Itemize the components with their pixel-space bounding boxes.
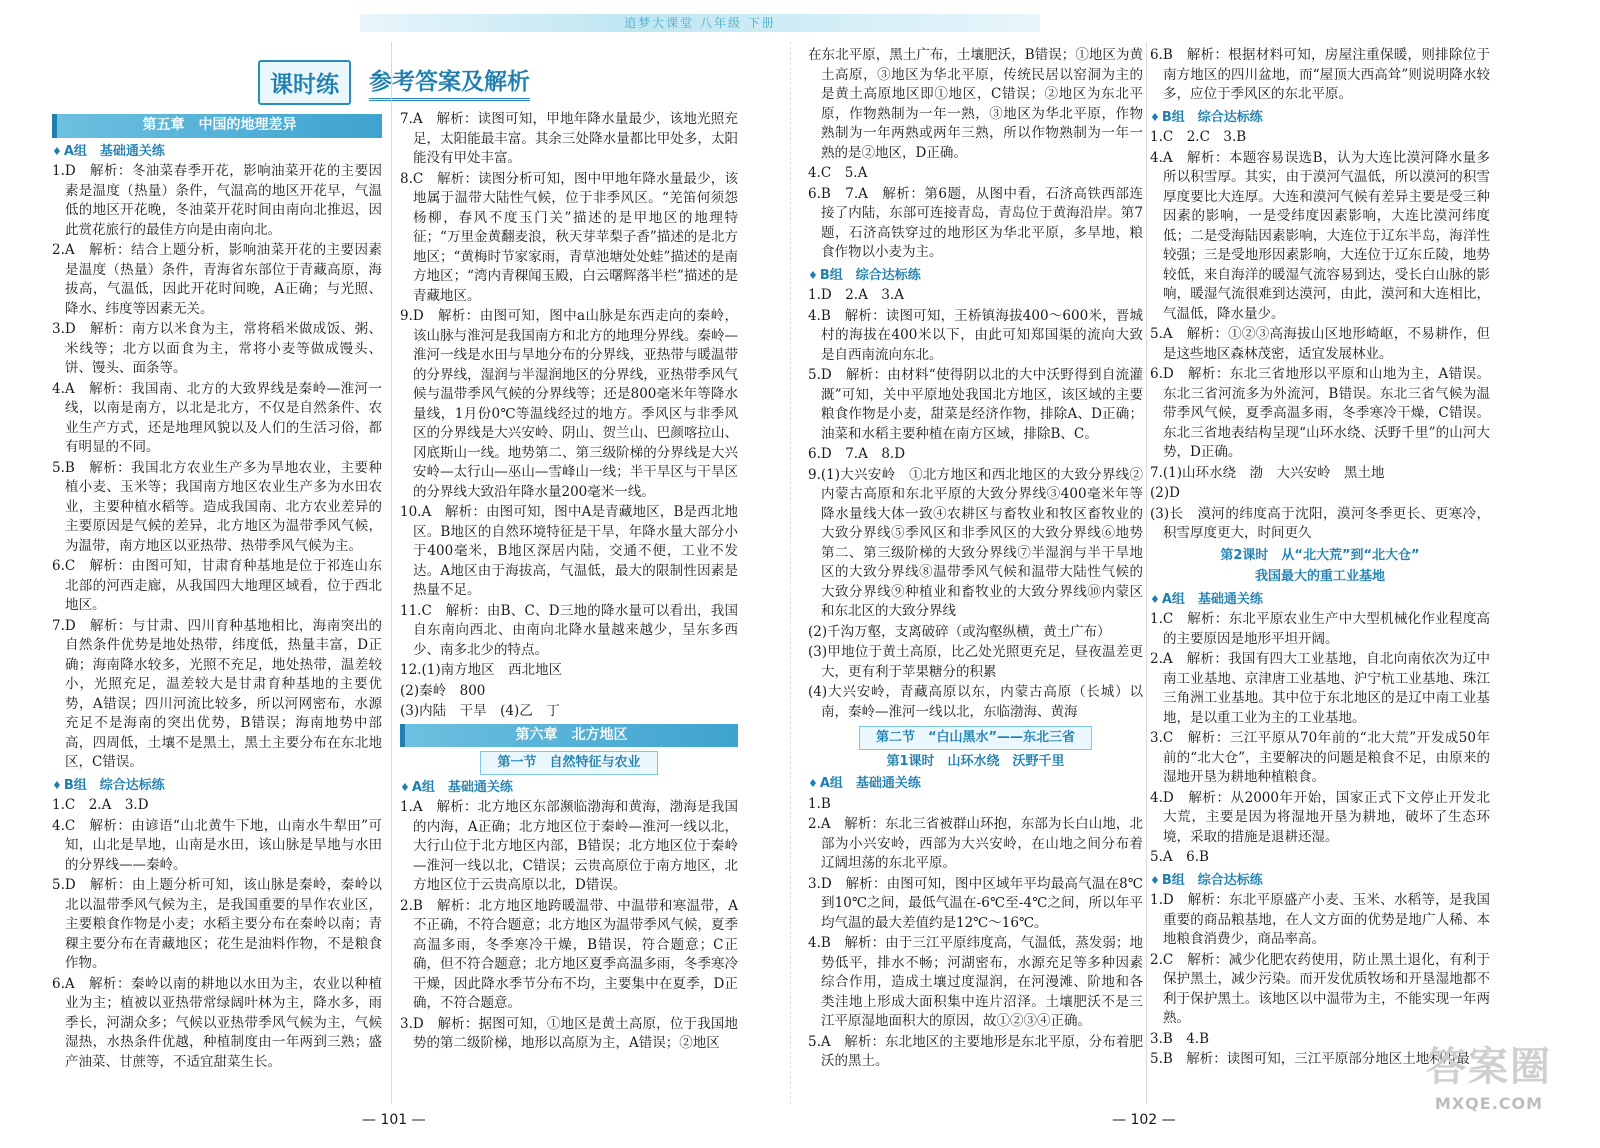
answer-item: 1.B xyxy=(808,795,831,812)
lesson-heading: 我国最大的重工业基地 xyxy=(1254,569,1385,584)
chapter-heading: 第六章 北方地区 xyxy=(400,724,738,748)
answer-item: 2.A 解析：东北三省被群山环抱，东部为长白山地，北部为小兴安岭，西部为大兴安岭，在山地之间分布着辽阔坦荡的东北平原。 xyxy=(808,816,1143,871)
answer-item: 10.A 解析：由图可知，图中A是青藏地区，B是西北地区。B地区的自然环境特征是干旱，年降水量大部分小于400毫米，B地区深居内陆，交通不便，工业不发达。A地区由于海拔高，气温低，最大的限制性因素是热量不足。 xyxy=(400,504,738,598)
exercise-group-heading: ♦ B组 综合达标练 xyxy=(1150,108,1490,128)
section-heading-label: 第二节 “白山黑水”——东北三省 xyxy=(859,726,1092,750)
answer-item: (2)秦岭 800 xyxy=(400,682,486,699)
answer-item: 3.C 解析：三江平原从70年前的“北大荒”开发成50年前的“北大仓”，主要解决的问题是粮食不足，由原来的湿地开垦为耕地种植粮食。 xyxy=(1150,730,1490,785)
column-divider xyxy=(1146,42,1147,1104)
answer-item: 1.D 2.A 3.A xyxy=(808,287,904,303)
answer-item: 7.D 解析：与甘肃、四川育种基地相比，海南突出的自然条件优势是地处热带，纬度低，热量丰富，D正确；海南降水较多，光照不充足，地处热带，温差较小，光照充足，温差较大是甘肃育种基地的主要优势，A错误；四川河流比较多，所以河网密布，水源充足不是海南的突出优势，B错误；海南地势中部高，四周低，土壤不是黑土，黑土主要分布在东北地区，C错误。 xyxy=(52,617,382,770)
answer-item: 6.D 解析：东北三省地形以平原和山地为主，A错误。东北三省河流多为外流河，B错误。东北三省气候为温带季风气候，夏季高温多雨，冬季寒冷干燥，C错误。东北三省地表结构呈现“山环水绕、沃野千里”的山河大势，D正确。 xyxy=(1150,366,1490,460)
answer-item: 3.B 4.B xyxy=(1150,1030,1210,1047)
answer-item: 4.A 解析：本题容易误选B，认为大连比漠河降水量多所以积雪厚。其实，由于漠河气温低，所以漠河的积雪厚度要比大连厚。大连和漠河气候有差异主要是受三种因素的影响，一是受纬度因素影响，大连比漠河纬度低；二是受海陆因素影响，大连位于辽东半岛，海洋性较强；三是受地形因素影响，大连位于辽东丘陵，地势较低，来自海洋的暖湿气流容易到达，受长白山脉的影响，暖湿气流很难到达漠河，由此，漠河和大连相比，气温低，降水量少。 xyxy=(1150,149,1490,322)
section-heading xyxy=(808,726,1143,750)
answer-item: 4.D 解析：从2000年开始，国家正式下文停止开发北大荒，主要是因为将湿地开垦为耕地，破坏了生态环境，采取的措施是退耕还湿。 xyxy=(1150,789,1490,845)
answer-item: 6.B 解析：根据材料可知，房屋注重保暖，则排除位于南方地区的四川盆地，而“屋顶大西高耸”则说明降水较多，应位于季风区的东北平原。 xyxy=(1150,47,1490,102)
exercise-group-heading: ♦ A组 基础通关练 xyxy=(52,142,382,162)
page-number-left: — 101 — xyxy=(362,1112,426,1128)
exercise-group-heading: ♦ B组 综合达标练 xyxy=(52,776,382,796)
answer-item: 2.A 解析：结合上题分析，影响油菜开花的主要因素是温度（热量）条件，青海省东部位于青藏高原，海拔高，气温低，因此开花时间晚，A正确；与光照、降水、纬度等因素无关。 xyxy=(52,242,382,317)
answer-item: 6.A 解析：秦岭以南的耕地以水田为主，农业以种植业为主；植被以亚热带常绿阔叶林为主，降水多，雨季长，河湖众多；气候以亚热带季风气候为主，气候湿热，水热条件优越，种植制度由一年两到三熟；盛产油菜、甘蔗等，不适宜甜菜生长。 xyxy=(52,975,382,1070)
answer-item: 1.A 解析：北方地区东部濒临渤海和黄海，渤海是我国的内海，A正确；北方地区位于秦岭—淮河一线以北，大行山位于北方地区内部，B错误；北方地区位于秦岭—淮河一线以北，C错误；云贵高原位于南方地区，北方地区位于云贵高原以北，D错误。 xyxy=(400,799,738,893)
chapter-heading: 第五章 中国的地理差异 xyxy=(52,114,382,138)
column-3 xyxy=(808,46,1143,1073)
watermark-logo xyxy=(1414,1040,1564,1130)
watermark-text: 答案圈 xyxy=(1426,1044,1552,1090)
answer-item: (2)千沟万壑，支离破碎（或沟壑纵横，黄土广布） xyxy=(808,623,1111,640)
answer-item: 6.B 7.A 解析：第6题，从图中看，石济高铁西部连接了内陆，东部可连接青岛，青岛位于黄海沿岸。第7题，石济高铁穿过的地形区为华北平原，多旱地，粮食作物以小麦为主。 xyxy=(808,185,1143,260)
exercise-group-heading: ♦ B组 综合达标练 xyxy=(808,266,1143,286)
section-heading-label: 第一节 自然特征与农业 xyxy=(480,751,657,775)
answer-item: 9.D 解析：由图可知，图中a山脉是东西走向的秦岭，该山脉与淮河是我国南方和北方的地理分界线。秦岭—淮河一线是水田与旱地分布的分界线，亚热带与暖温带的分界线，湿润与半湿润地区的分界线，亚热带季风气候与温带季风气候的分界线等；还是800毫米年等降水量线，1月份0℃等温线经过的地方。季风区与非季风区的分界线是大兴安岭、阴山、贺兰山、巴颜喀拉山、冈底斯山一线。地势第二、第三级阶梯的分界线是大兴安岭—太行山—巫山—雪峰山一线；半干旱区与干旱区的分界线大致沿年降水量200毫米一线。 xyxy=(400,308,738,500)
answer-item: 5.A 解析：①②③高海拔山区地形崎岖，不易耕作，但是这些地区森林茂密，适宜发展林业。 xyxy=(1150,326,1490,362)
lesson-heading: 第2课时 从“北大荒”到“北大仓” xyxy=(1220,547,1420,563)
answer-item: 4.C 解析：由谚语“山北黄牛下地，山南水牛犁田”可知，山北是旱地，山南是水田，该山脉是旱地与水田的分界线——秦岭。 xyxy=(52,817,382,873)
watermark-url: MXQE.COM xyxy=(1434,1094,1544,1113)
answer-item: 4.B 解析：由于三江平原纬度高，气温低，蒸发弱；地势低平，排水不畅；河湖密布，水源充足等多种因素综合作用，造成土壤过度湿润，在河漫滩、阶地和各类洼地上形成大面积集中连片沼泽。土壤肥沃不是三江平原湿地面积大的原因，故①②③④正确。 xyxy=(808,935,1143,1029)
answer-item: 5.D 解析：由材料“使得阴以北的大中沃野得到自流灌溉”可知，关中平原地处我国北方地区，该区域的主要粮食作物是小麦，甜菜是经济作物，排除A、D正确；油菜和水稻主要种植在南方区域，排除B、C。 xyxy=(808,367,1143,442)
page-gutter xyxy=(790,42,791,1104)
answer-item: 6.D 7.A 8.D xyxy=(808,446,906,462)
answer-item: 7.A 解析：读图可知，甲地年降水量最少，该地光照充足，太阳能最丰富。其余三处降水量都比甲处多，太阳能没有甲处丰富。 xyxy=(400,111,738,166)
page-header xyxy=(258,60,530,104)
exercise-group-heading: ♦ B组 综合达标练 xyxy=(1150,871,1490,891)
answer-item: 1.C 解析：东北平原农业生产中大型机械化作业程度高的主要原因是地形平坦开阔。 xyxy=(1150,611,1490,647)
header-badge: 课时练 xyxy=(258,60,351,105)
answer-item: 2.B 解析：北方地区地跨暖温带、中温带和寒温带，A不正确，不符合题意；北方地区为温带季风气候，夏季高温多雨，冬季寒冷干燥，B错误，符合题意；C正确，但不符合题意；北方地区夏季高温多雨，冬季寒冷干燥，因此降水季节分布不均，主要集中在夏季，D正确，不符合题意。 xyxy=(400,897,738,1011)
answer-item: 5.B 解析：读图可知，三江平原部分地区土地利用最 xyxy=(1150,1051,1470,1067)
answer-item: 3.D 解析：南方以米食为主，常将稻米做成饭、粥、米线等；北方以面食为主，常将小麦等做成馒头、饼、馒头、面条等。 xyxy=(52,321,382,376)
answer-item: 4.A 解析：我国南、北方的大致界线是秦岭—淮河一线，以南是南方，以北是北方，不仅是自然条件、农业生产方式，还是地理风貌以及人们的生活习俗，都有明显的不同。 xyxy=(52,380,382,455)
answer-item: 2.A 解析：我国有四大工业基地，自北向南依次为辽中南工业基地、京津唐工业基地、沪宁杭工业基地、珠江三角洲工业基地。其中位于东北地区的是辽中南工业基地，是以重工业为主的工业基地。 xyxy=(1150,651,1490,726)
column-divider xyxy=(391,42,392,1104)
exercise-group-heading: ♦ A组 基础通关练 xyxy=(400,778,738,798)
running-header-strip: 追梦大课堂 八年级 下册 xyxy=(360,14,1040,32)
column-1 xyxy=(52,112,382,1073)
answer-item: (2)D xyxy=(1150,485,1180,501)
lesson-heading: 第1课时 山环水绕 沃野千里 xyxy=(886,753,1065,769)
answer-item: 11.C 解析：由B、C、D三地的降水量可以看出，我国自东南向西北、由南向北降水量越来越少，呈东多西少、南多北少的特点。 xyxy=(400,602,738,658)
answer-item: 4.C 5.A xyxy=(808,165,868,181)
answer-item: 5.A 6.B xyxy=(1150,849,1209,865)
answer-item: 5.B 解析：我国北方农业生产多为旱地农业，主要种植小麦、玉米等；我国南方地区农业生产多为水田农业，主要种植水稻等。造成我国南、北方农业差异的主要原因是气候的差异，北方地区为温带季风气候，为温带，南方地区以亚热带、热带季风气候为主。 xyxy=(52,459,382,554)
section-heading xyxy=(400,751,738,775)
answer-item: 5.D 解析：由上题分析可知，该山脉是秦岭，秦岭以北以温带季风气候为主，是我国重要的旱作农业区，主要粮食作物是小麦；水稻主要分布在秦岭以南；青稞主要分布在青藏地区；花生是油料作物，不是粮食作物。 xyxy=(52,877,382,971)
answer-item: 5.A 解析：东北地区的主要地形是东北平原，分布着肥沃的黑土。 xyxy=(808,1033,1143,1069)
answer-item: 8.C 解析：读图分析可知，图中甲地年降水量最少，该地属于温带大陆性气候，位于非季风区。“羌笛何须怨杨柳，春风不度玉门关”描述的是甲地区的地理特征；“万里金黄翻麦浪，秋天芽苹梨子香”描述的是北方地区；“黄梅时节家家雨，青草池塘处处蛙”描述的是南方地区；“湾内青稞闻玉殿，白云曙辉落半栏”描述的是青藏地区。 xyxy=(400,170,738,304)
column-2 xyxy=(400,110,738,1055)
answer-item: 12.(1)南方地区 西北地区 xyxy=(400,662,563,678)
answer-item: 9.(1)大兴安岭 ①北方地区和西北地区的大致分界线②内蒙古高原和东北平原的大致分界线③400毫米年等降水量线大体一致④农耕区与畜牧业和牧区畜牧业的大致分界线⑤季风区和非季风区的大致分界线⑥地势第二、第三级阶梯的大致分界线⑦半湿润与半干旱地区的大致分界线⑧温带季风气候和温带大陆性气候的大致分界线⑨种植业和畜牧业的大致分界线⑩内蒙区和东北区的大致分界线 xyxy=(808,466,1143,619)
answer-item: 1.C 2.A 3.D xyxy=(52,797,149,813)
answer-item: (3)长 漠河的纬度高于沈阳，漠河冬季更长、更寒冷，积雪厚度更大，时间更久 xyxy=(1150,505,1490,541)
answer-item: 在东北平原，黑土广布，土壤肥沃，B错误；①地区为黄土高原，③地区为华北平原，传统民居以窑洞为主的是黄土高原地区即①地区，C错误；②地区为东北平原，作物熟制为一年一熟，③地区为华北平原，作物熟制为一年两熟或两年三熟，所以作物熟制为一年一熟的是②地区，D正确。 xyxy=(808,47,1143,161)
answer-item: 1.C 2.C 3.B xyxy=(1150,129,1247,145)
answer-item: 4.B 解析：读图可知，王桥镇海拔400～600米，晋城村的海拔在400米以下，由此可知郑国渠的流向大致是自西南流向东北。 xyxy=(808,307,1143,363)
exercise-group-heading: ♦ A组 基础通关练 xyxy=(808,774,1143,794)
answer-item: 7.(1)山环水绕 渤 大兴安岭 黑土地 xyxy=(1150,464,1385,481)
answer-item: 1.D 解析：东北平原盛产小麦、玉米、水稻等，是我国重要的商品粮基地，在人文方面的优势是地广人稀、本地粮食消费少，商品率高。 xyxy=(1150,892,1490,947)
answer-item: (4)大兴安岭，青藏高原以东，内蒙古高原（长城）以南，秦岭—淮河一线以北，东临渤海、黄海 xyxy=(808,684,1143,720)
answer-item: 6.C 解析：由图可知，甘肃育种基地是位于祁连山东北部的河西走廊，从我国四大地理区域看，位于西北地区。 xyxy=(52,558,382,613)
answer-item: 2.C 解析：减少化肥农药使用，防止黑土退化，有利于保护黑土，减少污染。而开发优质牧场和开垦湿地都不利于保护黑土。该地区以中温带为主，不能实现一年两熟。 xyxy=(1150,951,1490,1026)
answer-item: (3)内陆 干旱 (4)乙 丁 xyxy=(400,703,560,719)
answer-item: (3)甲地位于黄土高原，比乙处光照更充足，昼夜温差更大，更有利于苹果糖分的积累 xyxy=(808,644,1143,680)
page-title: 参考答案及解析 xyxy=(369,63,530,101)
answer-item: 1.D 解析：冬油菜春季开花，影响油菜开花的主要因素是温度（热量）条件，气温高的地区开花早，气温低的地区开花晚，冬油菜开花时间由南向北推迟，因此赏花旅行的最佳方向是由南向北。 xyxy=(52,163,382,238)
answer-item: 3.D 解析：据图可知，①地区是黄土高原，位于我国地势的第二级阶梯，地形以高原为主，A错误；②地区 xyxy=(400,1015,738,1051)
exercise-group-heading: ♦ A组 基础通关练 xyxy=(1150,590,1490,610)
column-4 xyxy=(1150,46,1490,1071)
page-number-right: — 102 — xyxy=(1112,1112,1176,1128)
answer-item: 3.D 解析：由图可知，图中区域年平均最高气温在8℃到10℃之间，最低气温在-6℃至-4℃之间，所以年平均气温的最大差值约是12℃～16℃。 xyxy=(808,875,1143,931)
